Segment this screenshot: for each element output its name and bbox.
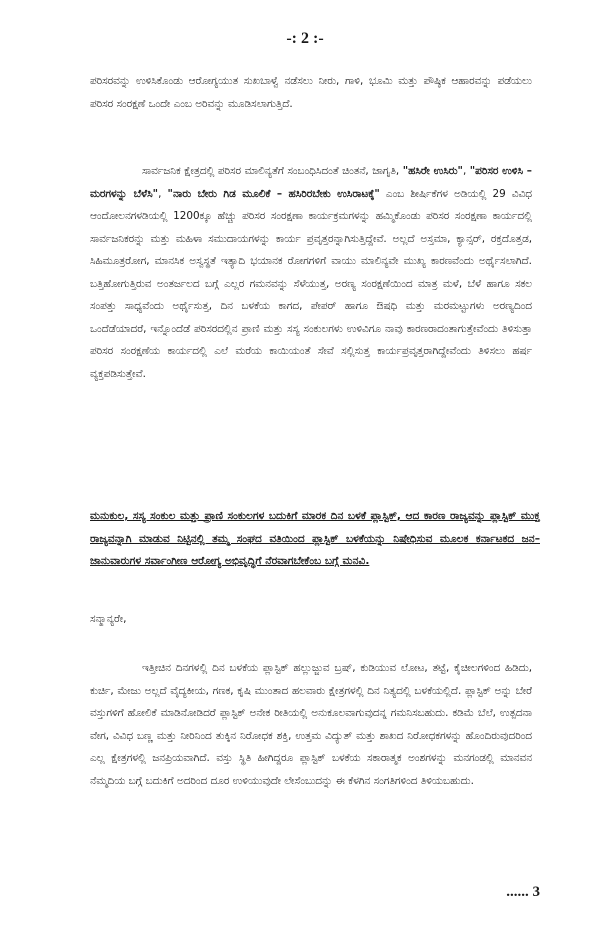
slogan-separator: , xyxy=(462,165,470,177)
paragraph-body: ಎಂಬ ಶೀರ್ಷಿಕೆಗಳ ಅಡಿಯಲ್ಲಿ 29 ವಿವಿಧ ಆಂದೋಲನಗಳಡಿಯಲ್ಲಿ 1200ಕ್ಕೂ ಹೆಚ್ಚು ಪರಿಸರ ಸಂರಕ್ಷಣಾ ಕಾರ್ಯಕ್ರಮಗಳನ್ನು ಹಮ್ಮಿಕೊಂಡು ಪರಿಸರ ಸಂರಕ್ಷಣಾ ಕಾರ್ಯದಲ್ಲಿ ಸಾರ್ವಜನಿಕರನ್ನು ಮತ್ತು ಮಹಿಳಾ ಸಮುದಾಯಗಳನ್ನು ಕಾರ್ಯ ಪ್ರವೃತ್ತರನ್ನಾಗಿಸುತ್ತಿದ್ದೇವೆ. ಅಲ್ಲದೆ ಅಸ್ತಮಾ, ಕ್ಯಾನ್ಸರ್, ರಕ್ತದೊತ್ತಡ, ಸಿಹಿಮೂತ್ರರೋಗ, ಮಾನಸಿಕ ಅಸ್ವಸ್ಥತೆ ಇತ್ಯಾದಿ ಭಯಾನಕ ರೋಗಗಳಿಗೆ ವಾಯು ಮಾಲಿನ್ಯವೇ ಮುಖ್ಯ ಕಾರಣವೆಂದು ಅರ್ಥೈಸಲಾಗಿದೆ. ಬತ್ತಿಹೋಗುತ್ತಿರುವ ಅಂತರ್ಜಲದ ಬಗ್ಗೆ ಎಲ್ಲರ ಗಮನವನ್ನು ಸೆಳೆಯುತ್ತ, ಅರಣ್ಯ ಸಂರಕ್ಷಣೆಯಿಂದ ಮಾತ್ರ ಮಳೆ, ಬೆಳೆ ಹಾಗೂ ಸಕಲ ಸಂಪತ್ತು ಸಾಧ್ಯವೆಂದು ಅರ್ಥೈಸುತ್ತ, ದಿನ ಬಳಕೆಯ ಕಾಗದ, ಪೇಪರ್ ಹಾಗೂ ಔಷಧಿ ಮತ್ತು ಮರಮಟ್ಟುಗಳು ಅರಣ್ಯದಿಂದ ಒಂದೆಡೆಯಾದರೆ, ಇನ್ನೊಂದೆಡೆ ಪರಿಸರದಲ್ಲಿನ ಪ್ರಾಣಿ ಮತ್ತು ಸಸ್ಯ ಸಂಕುಲಗಳು ಉಳಿವಿಗೂ ನಾವು ಕಾರಣರಾದಂತಾಗುತ್ತೇವೆಂದು ತಿಳಿಸುತ್ತಾ ಪರಿಸರ ಸಂರಕ್ಷಣೆಯ ಕಾರ್ಯದಲ್ಲಿ ಎಲೆ ಮರೆಯ ಕಾಯಿಯಂತೆ ಸೇವೆ ಸಲ್ಲಿಸುತ್ತ ಕಾರ್ಯಪ್ರವೃತ್ತರಾಗಿದ್ದೇವೆಂದು ತಿಳಿಸಲು ಹರ್ಷ ವ್ಯಕ್ತಪಡಿಸುತ್ತೇವೆ. xyxy=(90,187,533,380)
slogan-hasire-usiru: "ಹಸಿರೇ ಉಸಿರು" xyxy=(402,165,463,177)
paragraph-public-campaigns xyxy=(90,160,532,385)
paragraph-text: ಇತ್ತೀಚಿನ ದಿನಗಳಲ್ಲಿ ದಿನ ಬಳಕೆಯ ಪ್ಲಾಸ್ಟಿಕ್ ಹಲ್ಲುಜ್ಜುವ ಬ್ರಷ್, ಕುಡಿಯುವ ಲೋಟ, ತಟ್ಟೆ, ಕೈಚೀಲಗಳಿಂದ ಹಿಡಿದು, ಕುರ್ಚಿ, ಮೇಜು ಅಲ್ಲದೆ ವೈದ್ಯಕೀಯ, ಗಣಕ, ಕೃಷಿ ಮುಂತಾದ ಹಲವಾರು ಕ್ಷೇತ್ರಗಳಲ್ಲಿ ದಿನ ನಿತ್ಯದಲ್ಲಿ ಬಳಕೆಯಲ್ಲಿದೆ. ಪ್ಲಾಸ್ಟಿಕ್ ಅನ್ನು ಬೇರೆ ವಸ್ತುಗಳಿಗೆ ಹೋಲಿಕೆ ಮಾಡಿನೋಡಿದರೆ ಪ್ಲಾಸ್ಟಿಕ್ ಅನೇಕ ರೀತಿಯಲ್ಲಿ ಅನುಕೂಲವಾಗುವುದನ್ನ ಗಮನಿಸಬಹುದು. ಕಡಿಮೆ ಬೆಲೆ, ಉತ್ಪದನಾ ವೇಗ, ವಿವಿಧ ಬಣ್ಣ ಮತ್ತು ನೀರಿನಿಂದ ತುಕ್ಕಿನ ನಿರೋಧಕ ಶಕ್ತಿ, ಉತ್ತಮ ವಿದ್ಯುತ್ ಮತ್ತು ಶಾಖದ ನಿರೋಧಕಗಳನ್ನು ಹೊಂದಿರುವುದರಿಂದ ಎಲ್ಲ ಕ್ಷೇತ್ರಗಳಲ್ಲಿ ಜನಪ್ರಿಯವಾಗಿದೆ. ವಸ್ತು ಸ್ಥಿತಿ ಹೀಗಿದ್ದರೂ ಪ್ಲಾಸ್ಟಿಕ್ ಬಳಕೆಯ ಸಕಾರಾತ್ಮಕ ಅಂಶಗಳನ್ನು ಮನಗಂಡಲ್ಲಿ ಮಾನವನ ನೆಮ್ಮದಿಯ ಬಗ್ಗೆ ಬದುಕಿಗೆ ಅದರಿಂದ ದೂರ ಉಳಿಯುವುದೇ ಲೇಸೆಂಬುದನ್ನು ಈ ಕೆಳಗಿನ ಸಂಗತಿಗಳಿಂದ ತಿಳಿಯಬಹುದು. xyxy=(90,662,532,787)
paragraph-environment-awareness xyxy=(90,70,532,115)
salutation: ಸನ್ಮಾನ್ಯರೇ, xyxy=(90,613,127,625)
letter-subject: ಮನುಕುಲ, ಸಸ್ಯ ಸಂಕುಲ ಮತ್ತು ಪ್ರಾಣಿ ಸಂಕುಲಗಳ ಬದುಕಿಗೆ ಮಾರಕ ದಿನ ಬಳಕೆ ಪ್ಲಾಸ್ಟಿಕ್, ಆದ ಕಾರಣ ರಾಜ್ಯವನ್ನು ಪ್ಲಾಸ್ಟಿಕ್ ಮುಕ್ತ ರಾಜ್ಯವನ್ನಾಗಿ ಮಾಡುವ ನಿಟ್ಟಿನಲ್ಲಿ ತಮ್ಮ ಸಂಘದ ವತಿಯಿಂದ ಪ್ಲಾಸ್ಟಿಕ್ ಬಳಕೆಯನ್ನು ನಿಷೇಧಿಸುವ ಮೂಲಕ ಕರ್ನಾಟಕದ ಜನ–ಜಾನುವಾರುಗಳ ಸರ್ವಾಂಗೀಣ ಆರೋಗ್ಯ ಅಭಿವೃದ್ಧಿಗೆ ನೆರವಾಗಬೇಕೆಂಬ ಬಗ್ಗೆ ಮನವಿ. xyxy=(90,510,540,567)
paragraph-text: ಪರಿಸರವನ್ನು ಉಳಿಸಿಕೊಂಡು ಆರೋಗ್ಯಯುತ ಸುಖಬಾಳ್ವೆ ನಡೆಸಲು ನೀರು, ಗಾಳಿ, ಭೂಮಿ ಮತ್ತು ಪೌಷ್ಠಿಕ ಆಹಾರವನ್ನು ಪಡೆಯಲು ಪರಿಸರ ಸಂರಕ್ಷಣೆ ಒಂದೇ ಎಂಬ ಅರಿವನ್ನು ಮೂಡಿಸಲಾಗುತ್ತಿದೆ. xyxy=(90,75,532,110)
slogan-separator: , xyxy=(158,187,168,200)
paragraph-intro: ಸಾರ್ವಜನಿಕ ಕ್ಷೇತ್ರದಲ್ಲಿ ಪರಿಸರ ಮಾಲಿನ್ಯತೆಗೆ ಸಂಬಂಧಿಸಿದಂತೆ ಚಿಂತನೆ, ಜಾಗೃತಿ, xyxy=(142,165,400,177)
paragraph-plastic-usage xyxy=(90,657,532,792)
slogan-naaru-beru: "ನಾರು ಬೇರು ಗಿಡ ಮೂಲಿಕೆ – ಹಸಿರಿರಬೇಕು ಉಸಿರಾಟಕ್ಕೆ" xyxy=(167,187,380,200)
slogan-parisara-ulisi: "ಪರಿಸರ ಉಳಿಸಿ – ಮರಗಳನ್ನು ಬೆಳೆಸಿ" xyxy=(90,165,532,200)
next-page-marker: ...... 3 xyxy=(506,884,540,900)
page-number-header: -: 2 :- xyxy=(286,30,324,47)
